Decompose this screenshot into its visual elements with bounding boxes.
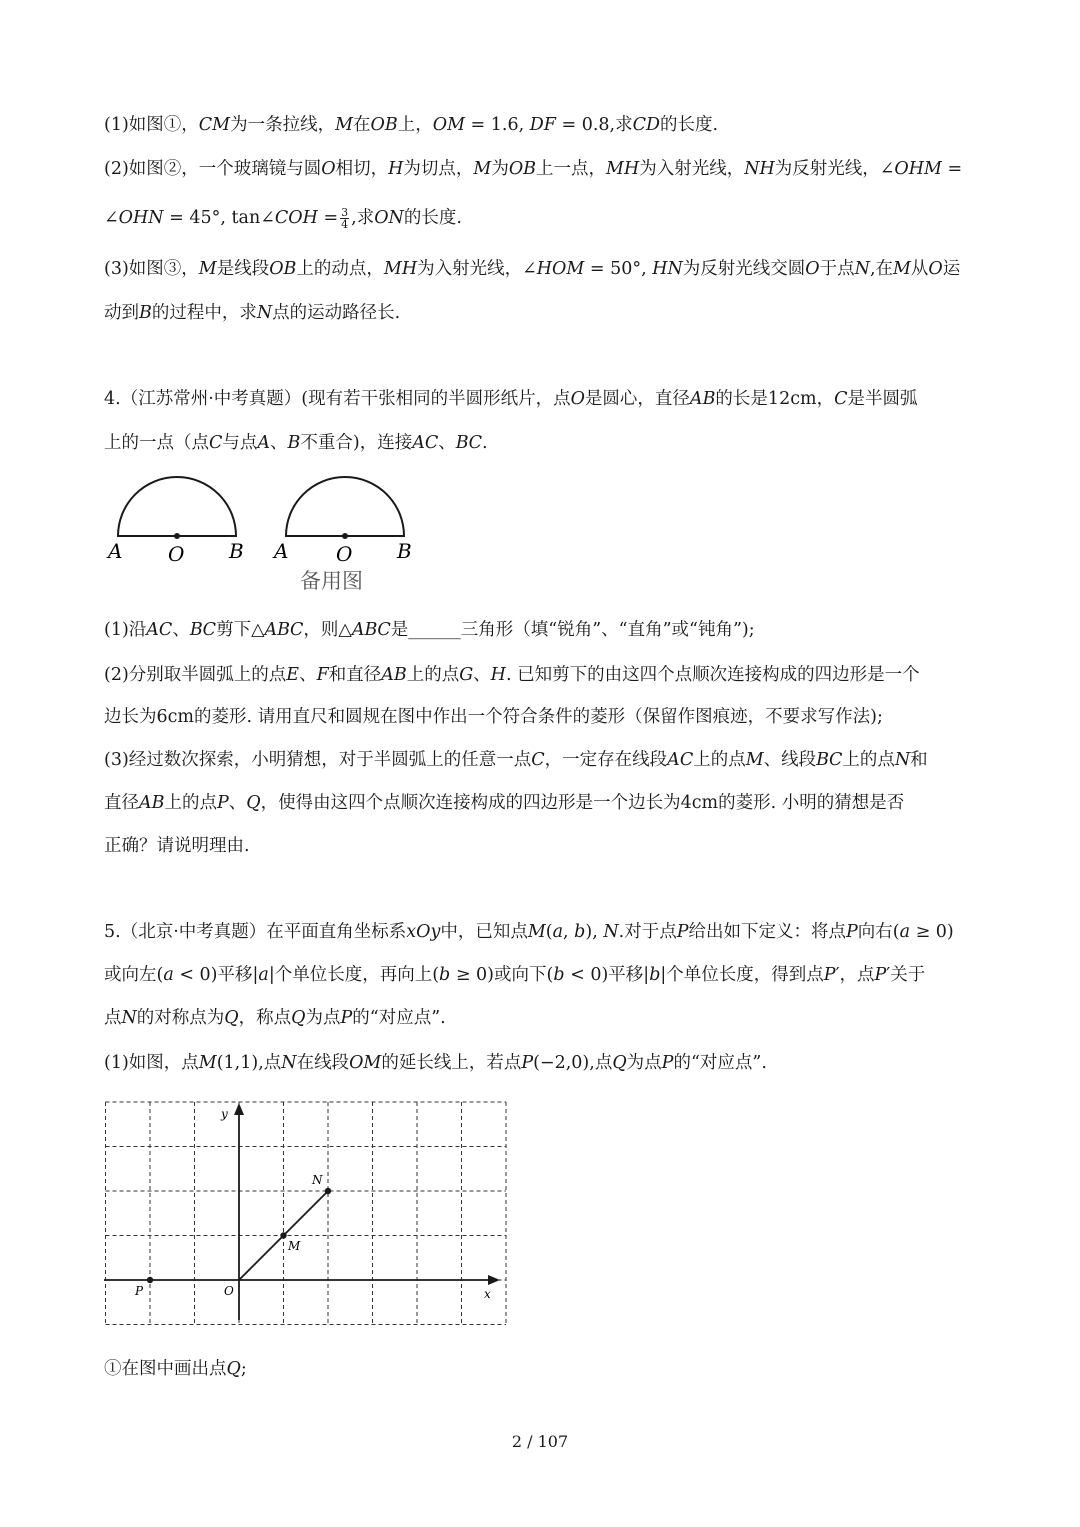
q4-part2-line2: 边长为6cm的菱形. 请用直尺和圆规在图中作出一个符合条件的菱形（保留作图痕迹，不要求写作法); bbox=[104, 707, 883, 727]
origin-label: O bbox=[224, 1284, 234, 1298]
semicircle-right bbox=[272, 477, 412, 566]
q3-part2-text: ∠𝑂𝐻𝑁 = 45°, tan∠𝐶𝑂𝐻 = bbox=[104, 208, 339, 228]
q5-stem-line3: 点𝑁的对称点为𝑄，称点𝑄为点𝑃的“对应点”. bbox=[104, 1008, 446, 1028]
q3-part2-line2 bbox=[104, 203, 984, 233]
label-A-right: A bbox=[274, 539, 289, 563]
x-axis bbox=[104, 1275, 500, 1285]
q3-part3-line1: (3)如图③，𝑀是线段𝑂𝐵上的动点，𝑀𝐻为入射光线，∠𝐻𝑂𝑀 = 50°, 𝐻𝑁为反射光线交圆𝑂于点𝑁,在𝑀从𝑂运 bbox=[104, 259, 961, 279]
q4-part2-line1: (2)分别取半圆弧上的点𝐸、𝐹和直径𝐴𝐵上的点𝐺、𝐻. 已知剪下的由这四个点顺次连接构成的四边形是一个 bbox=[104, 665, 920, 685]
q4-part1: (1)沿𝐴𝐶、𝐵𝐶剪下△𝐴𝐵𝐶，则△𝐴𝐵𝐶是______三角形（填“锐角”、“直角”或“钝角”); bbox=[104, 620, 755, 640]
semicircle-figures bbox=[100, 470, 430, 600]
q4-part3-line2: 直径𝐴𝐵上的点𝑃、𝑄，使得由这四个点顺次连接构成的四边形是一个边长为4cm的菱形. 小明的猜想是否 bbox=[104, 793, 905, 813]
fraction-denominator: 4 bbox=[341, 218, 349, 231]
page-number: 2 / 107 bbox=[511, 1432, 569, 1451]
q3-part2-tail: ,求𝑂𝑁的长度. bbox=[351, 208, 462, 228]
q4-stem-line1: 4.（江苏常州·中考真题）(现有若干张相同的半圆形纸片，点𝑂是圆心，直径𝐴𝐵的长是12cm，𝐶是半圆弧 bbox=[104, 389, 918, 409]
q4-part3-line1: (3)经过数次探索，小明猜想，对于半圆弧上的任意一点𝐶，一定存在线段𝐴𝐶上的点𝑀、线段𝐵𝐶上的点𝑁和 bbox=[104, 750, 928, 770]
fraction bbox=[340, 207, 349, 230]
point-N bbox=[325, 1188, 331, 1194]
point-P-label: P bbox=[135, 1284, 144, 1298]
y-axis-label: y bbox=[221, 1107, 228, 1121]
point-N-label: N bbox=[312, 1173, 323, 1187]
y-axis bbox=[234, 1103, 244, 1320]
x-axis-label: x bbox=[484, 1287, 491, 1301]
label-A-left: A bbox=[108, 539, 123, 563]
q5-stem-line2: 或向左(𝑎 < 0)平移|𝑎|个单位长度，再向上(𝑏 ≥ 0)或向下(𝑏 < 0)平移|𝑏|个单位长度，得到点𝑃′，点𝑃′关于 bbox=[104, 965, 926, 985]
figure-caption: 备用图 bbox=[300, 569, 363, 593]
q5-stem-line1: 5.（北京·中考真题）在平面直角坐标系𝑥𝑂𝑦中，已知点𝑀(𝑎, 𝑏), 𝑁.对于点𝑃给出如下定义：将点𝑃向右(𝑎 ≥ 0) bbox=[104, 922, 954, 942]
q5-sub1: ①在图中画出点𝑄; bbox=[104, 1359, 247, 1379]
q5-part1: (1)如图，点𝑀(1,1),点𝑁在线段𝑂𝑀的延长线上，若点𝑃(−2,0),点𝑄为点𝑃的“对应点”. bbox=[104, 1053, 767, 1073]
q4-stem-line2: 上的一点（点𝐶与点𝐴、𝐵不重合)，连接𝐴𝐶、𝐵𝐶. bbox=[104, 433, 488, 453]
q4-part3-line3: 正确？请说明理由. bbox=[104, 836, 250, 856]
point-M bbox=[280, 1232, 286, 1238]
label-B-right: B bbox=[397, 539, 412, 563]
q3-part2-line1: (2)如图②，一个玻璃镜与圆𝑂相切，𝐻为切点，𝑀为𝑂𝐵上一点，𝑀𝐻为入射光线，𝑁𝐻为反射光线，∠𝑂𝐻𝑀 = bbox=[104, 159, 963, 179]
q3-part1: (1)如图①，𝐶𝑀为一条拉线，𝑀在𝑂𝐵上，𝑂𝑀 = 1.6, 𝐷𝐹 = 0.8,求𝐶𝐷的长度. bbox=[104, 115, 719, 135]
q3-part3-line2: 动到𝐵的过程中，求𝑁点的运动路径长. bbox=[104, 303, 401, 323]
semicircle-left bbox=[106, 477, 244, 566]
coordinate-grid bbox=[100, 1098, 510, 1328]
fraction-numerator: 3 bbox=[341, 206, 349, 219]
point-P bbox=[147, 1277, 153, 1283]
label-O-right: O bbox=[336, 542, 353, 566]
label-O-left: O bbox=[168, 542, 185, 566]
point-M-label: M bbox=[288, 1239, 301, 1253]
label-B-left: B bbox=[229, 539, 244, 563]
